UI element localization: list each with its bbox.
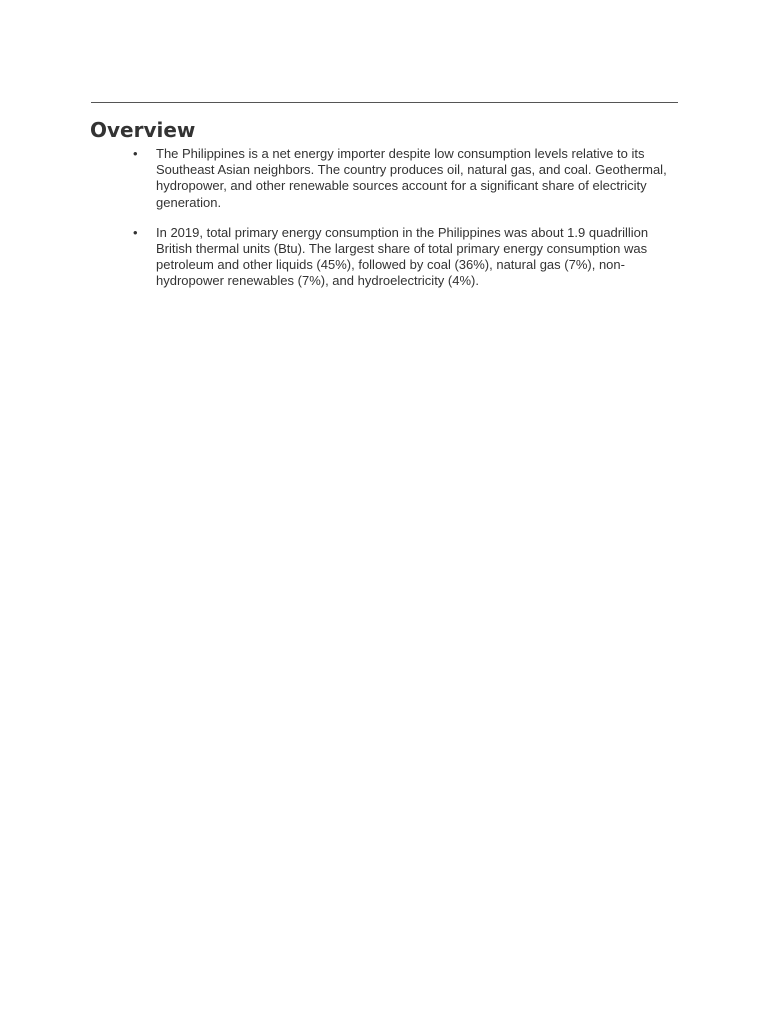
horizontal-rule xyxy=(91,102,678,103)
bullet-icon: • xyxy=(133,224,138,240)
bullet-list xyxy=(133,146,678,304)
section-heading: Overview xyxy=(90,118,196,142)
list-item xyxy=(133,146,678,211)
bullet-text: In 2019, total primary energy consumption in the Philippines was about 1.9 quadrillion British thermal units (Btu). The largest share of total primary energy consumption was petroleum and other liquids (45%), followed by coal (36%), natural gas (7%), non-hydropower renewables (7%), and hydroelectricity (4%). xyxy=(156,224,649,289)
bullet-icon: • xyxy=(133,146,138,161)
list-item xyxy=(133,225,678,290)
bullet-text: The Philippines is a net energy importer despite low consumption levels relative to its Southeast Asian neighbors. The country produces oil, natural gas, and coal. Geothermal, hydropower, and other renewable sources account for a significant share of electricity generation. xyxy=(156,146,667,210)
